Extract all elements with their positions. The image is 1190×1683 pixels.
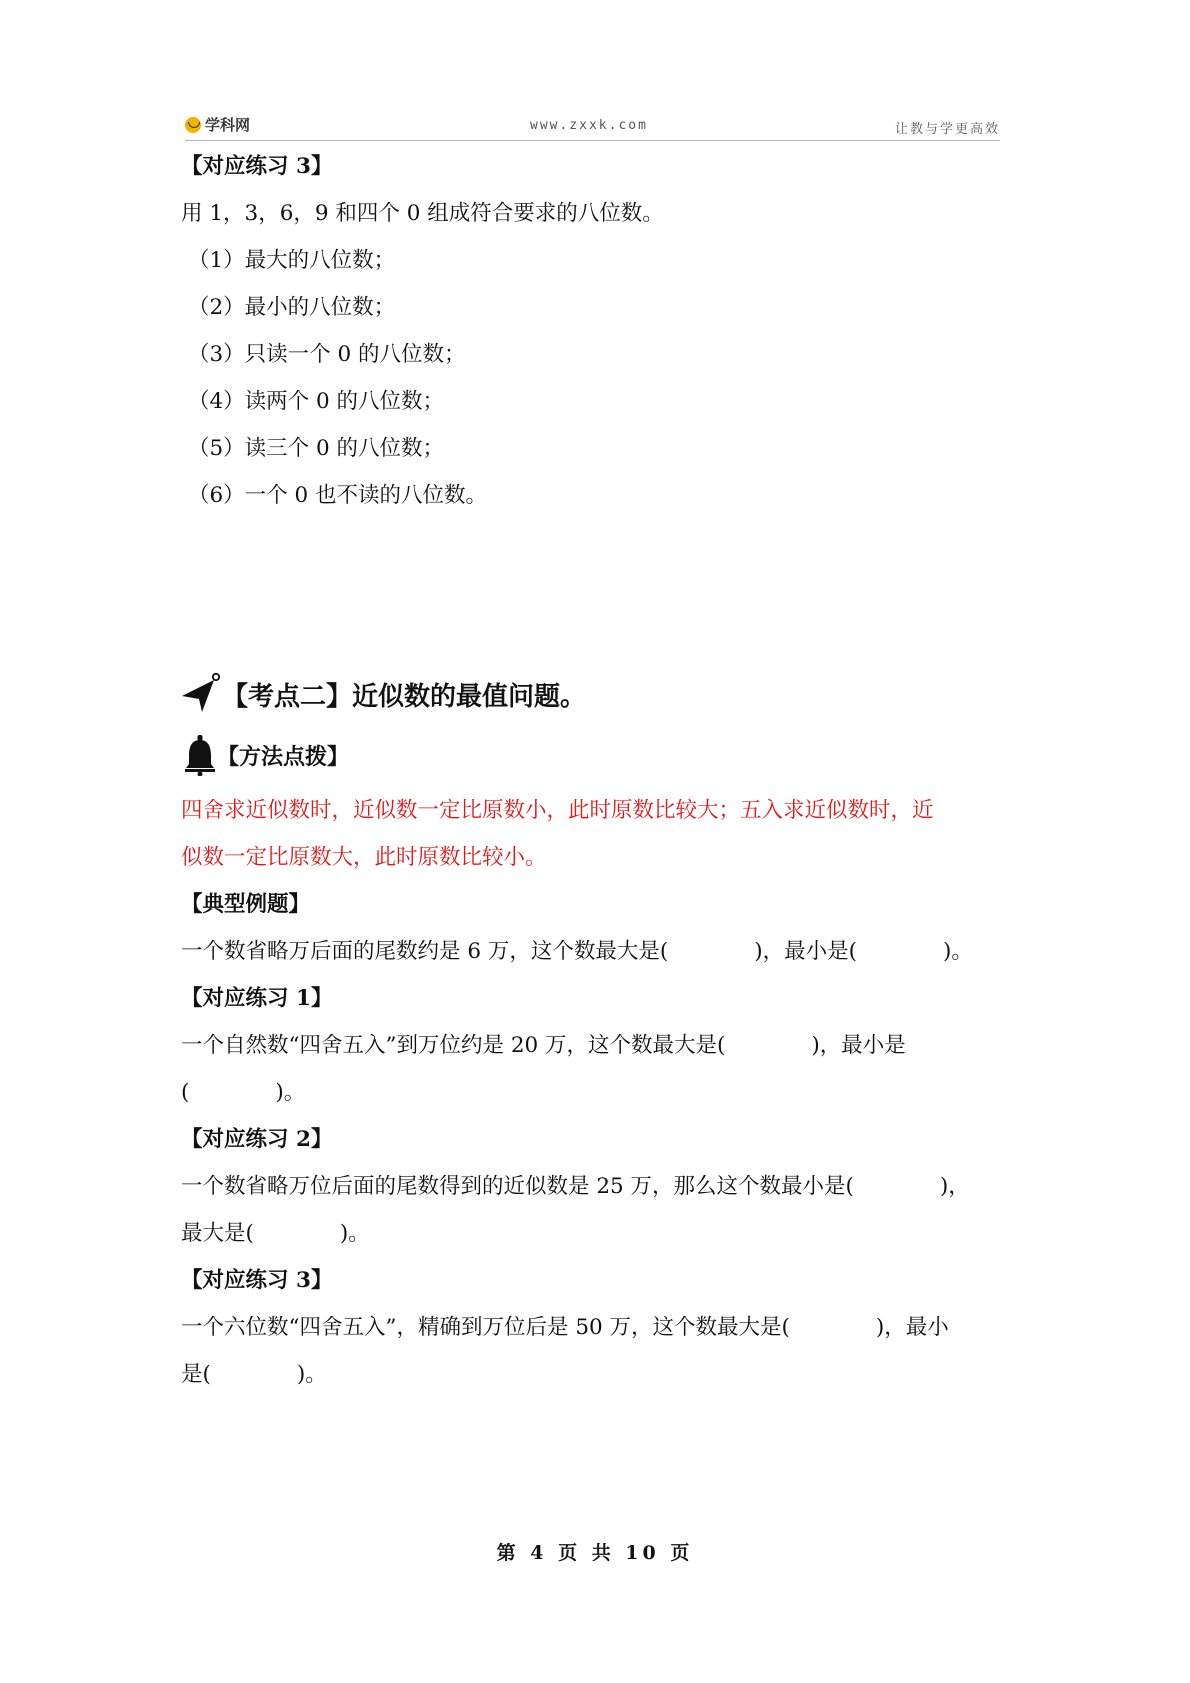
logo	[185, 114, 250, 135]
site-url: www.zxxk.com	[530, 118, 648, 133]
exercise-text: 一个六位数“四舍五入”，精确到万位后是 50 万，这个数最大是( )，最小	[181, 1315, 949, 1340]
section-heading	[180, 672, 586, 716]
exercise-title: 【对应练习 3】	[181, 154, 333, 179]
logo-text: 学科网	[205, 116, 251, 134]
example-title: 【典型例题】	[181, 892, 311, 917]
exercise-text: 一个数省略万位后面的尾数得到的近似数是 25 万，那么这个数最小是( )，	[181, 1174, 970, 1199]
exercise-text: ( )。	[181, 1080, 306, 1105]
exercise-item: （5）读三个 0 的八位数；	[188, 436, 445, 461]
exercise-item: （2）最小的八位数；	[188, 295, 396, 320]
bell-icon	[183, 734, 217, 776]
section-heading-text: 【考点二】近似数的最值问题。	[222, 681, 587, 712]
exercise-item: （3）只读一个 0 的八位数；	[188, 342, 466, 367]
exercise-text: 是( )。	[181, 1362, 327, 1387]
exercise-title: 【对应练习 3】	[181, 1268, 333, 1293]
method-text: 四舍求近似数时，近似数一定比原数小，此时原数比较大；五入求近似数时，近	[181, 798, 934, 823]
page-number: 第 4 页 共 10 页	[496, 1542, 694, 1564]
page-header	[185, 112, 1000, 141]
slogan: 让教与学更高效	[894, 122, 1000, 137]
method-text: 似数一定比原数大，此时原数比较小。	[181, 845, 547, 870]
exercise-text: 一个自然数“四舍五入”到万位约是 20 万，这个数最大是( )，最小是	[181, 1033, 906, 1058]
exercise-title: 【对应练习 2】	[181, 1127, 333, 1152]
exercise-title: 【对应练习 1】	[181, 986, 333, 1011]
navigation-arrow-icon	[180, 672, 222, 716]
exercise-question: 用 1，3，6，9 和四个 0 组成符合要求的八位数。	[181, 201, 664, 226]
exercise-item: （4）读两个 0 的八位数；	[188, 389, 445, 414]
exercise-text: 最大是( )。	[181, 1221, 370, 1246]
exercise-item: （1）最大的八位数；	[188, 248, 396, 273]
logo-icon	[185, 117, 201, 133]
exercise-item: （6）一个 0 也不读的八位数。	[188, 483, 488, 508]
example-text: 一个数省略万后面的尾数约是 6 万，这个数最大是( )，最小是( )。	[181, 939, 973, 964]
method-heading-text: 【方法点拨】	[217, 744, 350, 770]
method-heading	[183, 734, 349, 776]
